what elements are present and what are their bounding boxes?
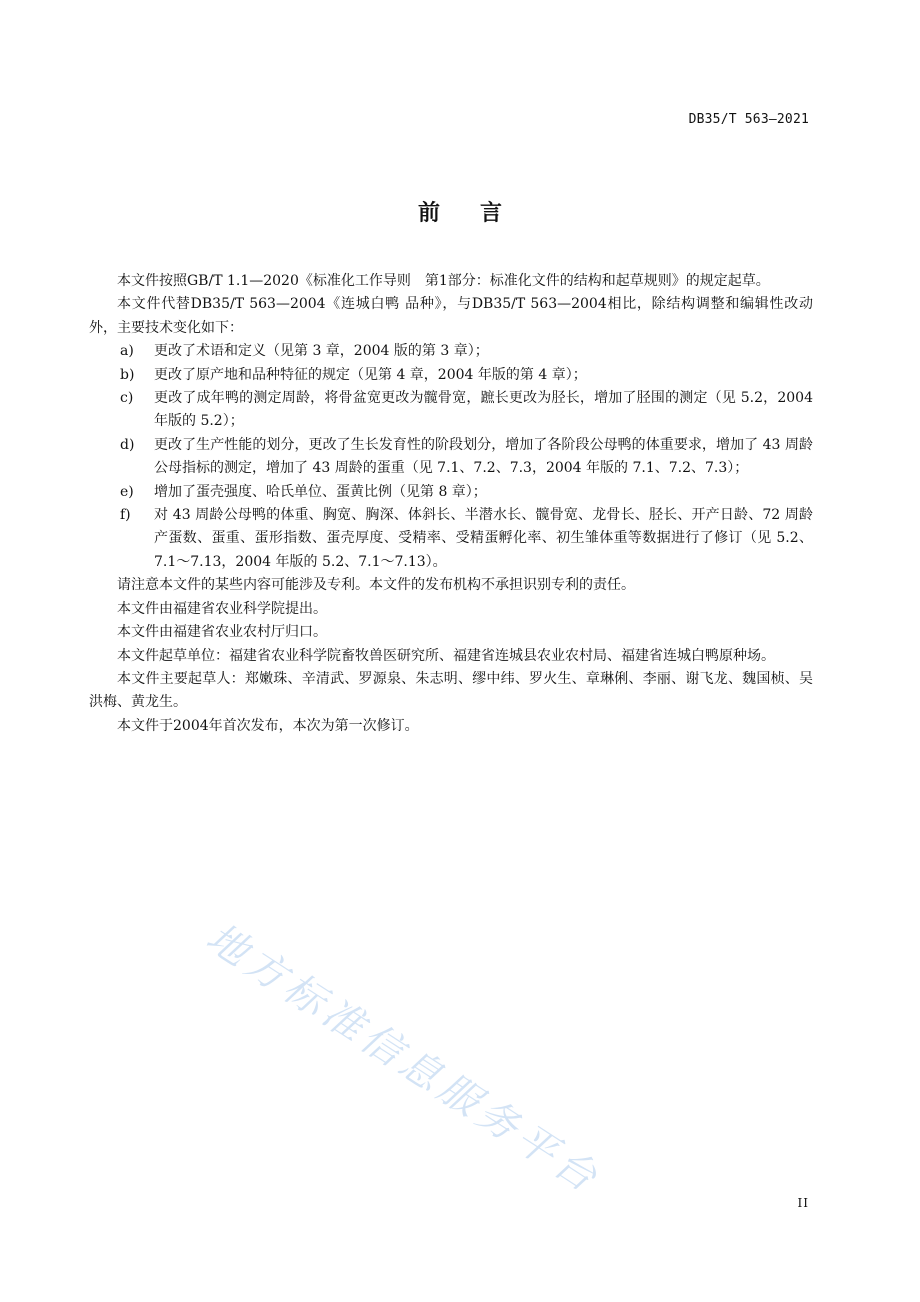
list-item [89,340,813,363]
list-item-text: 更改了成年鸭的测定周龄，将骨盆宽更改为髋骨宽，蹠长更改为胫长，增加了胫围的测定（见 5.2，2004 年版的 5.2）； [154,390,813,430]
paragraph-drafting-basis: 本文件按照GB/T 1.1—2020《标准化工作导则 第1部分：标准化文件的结构和起草规则》的规定起草。 [117,273,770,289]
list-item [89,364,813,387]
list-item [89,504,813,574]
paragraph-drafters: 本文件主要起草人：郑嫩珠、辛清武、罗源泉、朱志明、缪中纬、罗火生、章琳俐、李丽、谢飞龙、魏国桢、吴洪梅、黄龙生。 [89,670,813,711]
paragraph-drafting-units: 本文件起草单位：福建省农业科学院畜牧兽医研究所、福建省连城县农业农村局、福建省连城白鸭原种场。 [117,647,775,664]
list-item [89,481,813,504]
list-item-text: 更改了术语和定义（见第 3 章，2004 版的第 3 章）； [154,343,489,360]
list-marker: c) [120,390,134,407]
paragraph-proposer: 本文件由福建省农业科学院提出。 [117,600,327,617]
list-marker: b) [120,366,135,383]
list-marker: e) [120,483,134,500]
list-marker: a) [120,343,134,360]
list-marker: f) [120,507,131,524]
foreword-body [89,270,813,738]
list-item-text: 更改了原产地和品种特征的规定（见第 4 章，2004 年版的第 4 章）； [154,366,587,383]
list-item-text: 更改了生产性能的划分，更改了生长发育性的阶段划分，增加了各阶段公母鸭的体重要求，增加了 43 周龄公母指标的测定，增加了 43 周龄的蛋重（见 7.1、7.2、7.3，2004 年版的 7.1、7.2、7.3）； [154,436,813,477]
document-code: DB35/T 563—2021 [688,112,809,127]
paragraph-patent-notice: 请注意本文件的某些内容可能涉及专利。本文件的发布机构不承担识别专利的责任。 [117,577,635,594]
page-title: 前言 [417,201,542,226]
list-item-text: 增加了蛋壳强度、哈氏单位、蛋黄比例（见第 8 章）； [154,483,487,500]
paragraph-publication-history: 本文件于2004年首次发布，本次为第一次修订。 [117,717,419,734]
list-item [89,387,813,434]
watermark: 地方标准信息服务平台 [198,914,609,1204]
paragraph-replacement: 本文件代替DB35/T 563—2004《连城白鸭 品种》，与DB35/T 563—2004相比，除结构调整和编辑性改动外，主要技术变化如下： [89,296,813,336]
paragraph-centralized-unit: 本文件由福建省农业农村厅归口。 [117,624,327,641]
list-marker: d) [120,436,135,453]
page-number: II [797,1196,809,1210]
list-item [89,434,813,481]
change-list [89,340,813,574]
list-item-text: 对 43 周龄公母鸭的体重、胸宽、胸深、体斜长、半潜水长、髋骨宽、龙骨长、胫长、开产日龄、72 周龄产蛋数、蛋重、蛋形指数、蛋壳厚度、受精率、受精蛋孵化率、初生雏体重等数据进行了修订（见 5.2、7.1～7.13，2004 年版的 5.2、7.1～7.13）。 [154,507,813,570]
